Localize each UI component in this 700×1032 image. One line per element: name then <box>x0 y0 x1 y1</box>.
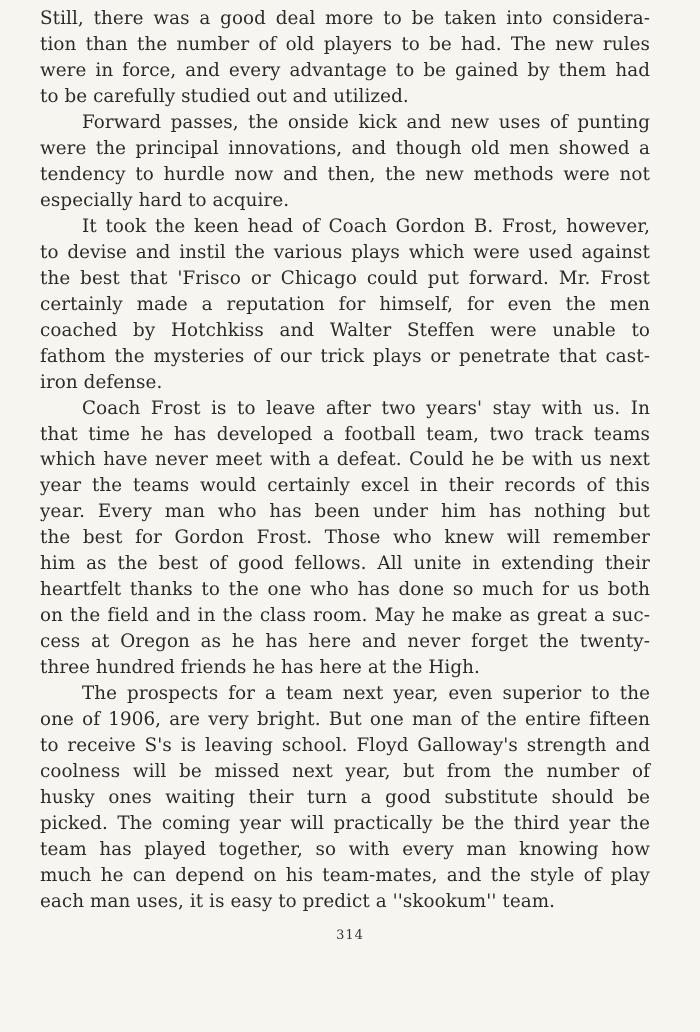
text-line: one of 1906, are very bright. But one man of the entire fifteen <box>40 709 650 731</box>
text-line: which have never meet with a defeat. Could he be with us next <box>40 449 650 471</box>
text-line: tion than the number of old players to be had. The new rules <box>40 33 650 55</box>
text-line: especially hard to acquire. <box>40 189 290 211</box>
text-line: the best that 'Frisco or Chicago could put forward. Mr. Frost <box>40 267 650 289</box>
text-line: to devise and instil the various plays which were used against <box>40 241 650 263</box>
text-line: team has played together, so with every man knowing how <box>40 839 650 860</box>
text-line: three hundred friends he has here at the High. <box>40 657 480 679</box>
paragraph-first-line: The prospects for a team next year, even superior to the <box>82 683 650 705</box>
text-line: heartfelt thanks to the one who has done so much for us both <box>40 579 650 601</box>
text-line: him as the best of good fellows. All unite in extending their <box>40 553 650 575</box>
text-line: fathom the mysteries of our trick plays or penetrate that cast- <box>40 345 650 367</box>
text-line: cess at Oregon as he has here and never forget the twenty- <box>40 631 650 653</box>
text-line: were the principal innovations, and though old men showed a <box>40 137 650 159</box>
text-line: Still, there was a good deal more to be taken into considera- <box>40 8 650 29</box>
text-line: year the teams would certainly excel in their records of this <box>40 475 650 497</box>
text-line: each man uses, it is easy to predict a ''skookum'' team. <box>40 890 556 912</box>
paragraph-first-line: It took the keen head of Coach Gordon B. Frost, however, <box>82 215 650 237</box>
text-line: much he can depend on his team-mates, and the style of play <box>40 864 650 886</box>
text-line: the best for Gordon Frost. Those who knew will remember <box>40 527 650 549</box>
text-line: iron defense. <box>40 371 163 393</box>
text-line: coached by Hotchkiss and Walter Steffen were unable to <box>40 319 650 341</box>
text-line: certainly made a reputation for himself, for even the men <box>40 293 650 315</box>
text-line: picked. The coming year will practically be the third year the <box>40 813 650 835</box>
text-line: tendency to hurdle now and then, the new methods were not <box>40 163 650 185</box>
text-line: to be carefully studied out and utilized. <box>40 85 409 107</box>
text-line: year. Every man who has been under him has nothing but <box>40 501 650 523</box>
text-line: on the field and in the class room. May he make as great a suc- <box>40 605 650 627</box>
text-line: to receive S's is leaving school. Floyd Galloway's strength and <box>40 735 650 757</box>
text-line: were in force, and every advantage to be gained by them had <box>40 59 650 81</box>
paragraph-first-line: Forward passes, the onside kick and new uses of punting <box>82 111 650 133</box>
page-number: 314 <box>336 928 364 943</box>
body-text <box>40 6 650 915</box>
paragraph-first-line: Coach Frost is to leave after two years' stay with us. In <box>82 397 650 419</box>
text-line: coolness will be missed next year, but from the number of <box>40 761 650 783</box>
text-line: husky ones waiting their turn a good substitute should be <box>40 787 650 809</box>
text-line: that time he has developed a football team, two track teams <box>40 423 650 445</box>
